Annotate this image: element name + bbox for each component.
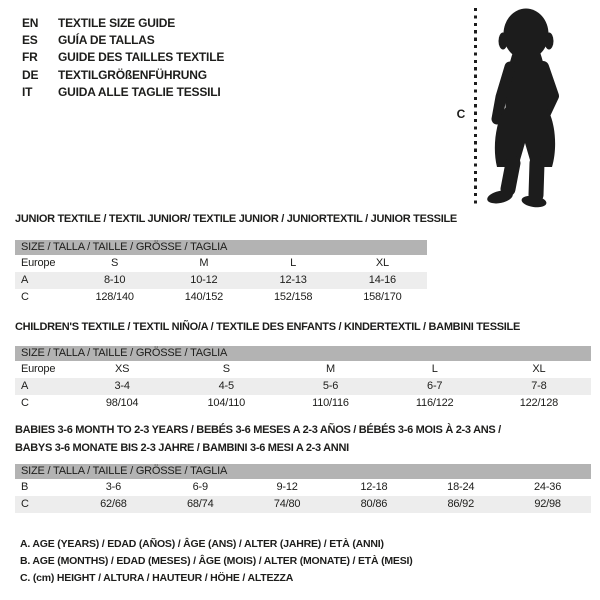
cell: 98/104 [105, 397, 139, 409]
table-row [15, 272, 427, 289]
cell: 122/128 [519, 397, 559, 409]
cell: S [222, 363, 230, 375]
lang-code: DE [22, 67, 39, 82]
lang-title: GUÍA DE TALLAS [58, 33, 155, 48]
row-label: B [21, 481, 29, 493]
lang-row-en [22, 15, 224, 32]
babies-section-title [15, 422, 590, 457]
lang-row-es [22, 32, 224, 49]
lang-code: ES [22, 33, 38, 48]
cell: 8-10 [104, 274, 126, 286]
legend-footnotes [20, 536, 580, 586]
table-row [15, 378, 591, 395]
cell: 92/98 [534, 498, 561, 510]
lang-code: FR [22, 50, 38, 65]
row-label: C [21, 498, 29, 510]
cell: 24-36 [534, 481, 562, 493]
cell: 116/122 [415, 397, 454, 409]
cell: M [199, 257, 209, 269]
children-size-table [15, 346, 591, 412]
cell: 80/86 [360, 498, 388, 510]
cell: XL [375, 257, 389, 269]
cell: S [111, 257, 119, 269]
cell: 158/170 [363, 291, 402, 303]
cell: 152/158 [273, 291, 313, 303]
cell: 7-8 [531, 380, 547, 392]
lang-code: IT [22, 84, 33, 99]
cell: L [290, 257, 297, 269]
footnote-age-years: A. AGE (YEARS) / EDAD (AÑOS) / ÂGE (ANS) / ALTER (JAHRE) / ETÀ (ANNI) [20, 538, 384, 550]
cell: 3-6 [105, 481, 122, 493]
lang-row-it [22, 84, 224, 101]
cell: 110/116 [312, 397, 349, 409]
table-row [15, 479, 591, 496]
row-label: Europe [21, 363, 56, 375]
table-row [15, 255, 427, 272]
table-row [15, 496, 591, 513]
cell: 104/110 [207, 397, 246, 409]
size-header-bar: SIZE / TALLA / TAILLE / GRÖSSE / TAGLIA [15, 240, 427, 255]
row-label: C [21, 397, 29, 409]
size-header-bar: SIZE / TALLA / TAILLE / GRÖSSE / TAGLIA [15, 464, 591, 479]
cell: 140/152 [184, 291, 224, 303]
cell: M [326, 363, 335, 375]
lang-title: TEXTILGRÖßENFÜHRUNG [58, 67, 207, 82]
table-row [15, 395, 591, 412]
cell: 18-24 [447, 481, 475, 493]
babies-title-line1: BABIES 3-6 MONTH TO 2-3 YEARS / BEBÉS 3-6 MESES A 2-3 AÑOS / BÉBÉS 3-6 MOIS À 2-3 ANS / [15, 424, 501, 436]
lang-row-fr [22, 49, 224, 66]
junior-size-table [15, 240, 427, 306]
cell: 62/68 [100, 498, 127, 510]
cell: XL [532, 363, 546, 375]
cell: 3-4 [114, 380, 130, 392]
cell: L [431, 363, 438, 375]
row-label: A [21, 274, 29, 286]
cell: 14-16 [368, 274, 396, 286]
table-row [15, 361, 591, 378]
lang-title: GUIDE DES TAILLES TEXTILE [58, 50, 225, 65]
cell: 128/140 [95, 291, 134, 303]
size-header-bar: SIZE / TALLA / TAILLE / GRÖSSE / TAGLIA [15, 346, 591, 361]
lang-row-de [22, 67, 224, 84]
cell: 12-13 [279, 274, 307, 286]
baby-silhouette-icon [480, 7, 572, 208]
lang-code: EN [22, 16, 39, 30]
babies-size-table [15, 464, 591, 513]
language-title-block [22, 15, 224, 101]
row-label: Europe [21, 257, 56, 269]
cell: 12-18 [360, 481, 388, 493]
cell: 6-9 [192, 481, 208, 493]
cell: 74/80 [273, 498, 301, 510]
footnote-age-months: B. AGE (MONTHS) / EDAD (MESES) / ÂGE (MOIS) / ALTER (MONATE) / ETÀ (MESI) [20, 554, 413, 567]
babies-title-line2: BABYS 3-6 MONATE BIS 2-3 JAHRE / BAMBINI 3-6 MESI A 2-3 ANNI [15, 441, 349, 454]
cell: 4-5 [218, 380, 234, 392]
table-row [15, 289, 427, 306]
cell: XS [114, 363, 130, 375]
junior-section-title: JUNIOR TEXTILE / TEXTIL JUNIOR/ TEXTILE JUNIOR / JUNIORTEXTIL / JUNIOR TESSILE [15, 213, 457, 225]
cell: 9-12 [276, 481, 298, 493]
height-measure-label: C [456, 107, 466, 121]
lang-title: TEXTILE SIZE GUIDE [58, 16, 176, 30]
cell: 6-7 [427, 380, 443, 392]
cell: 10-12 [190, 274, 218, 286]
footnote-height: C. (cm) HEIGHT / ALTURA / HAUTEUR / HÖHE / ALTEZZA [20, 571, 294, 584]
height-measure-dotted-line [474, 8, 477, 208]
row-label: C [21, 291, 29, 303]
children-section-title: CHILDREN'S TEXTILE / TEXTIL NIÑO/A / TEXTILE DES ENFANTS / KINDERTEXTIL / BAMBINI TESSILE [15, 321, 520, 333]
row-label: A [21, 380, 29, 392]
lang-title: GUIDA ALLE TAGLIE TESSILI [58, 84, 221, 99]
cell: 5-6 [322, 380, 339, 392]
cell: 68/74 [186, 498, 214, 510]
cell: 86/92 [447, 498, 474, 510]
